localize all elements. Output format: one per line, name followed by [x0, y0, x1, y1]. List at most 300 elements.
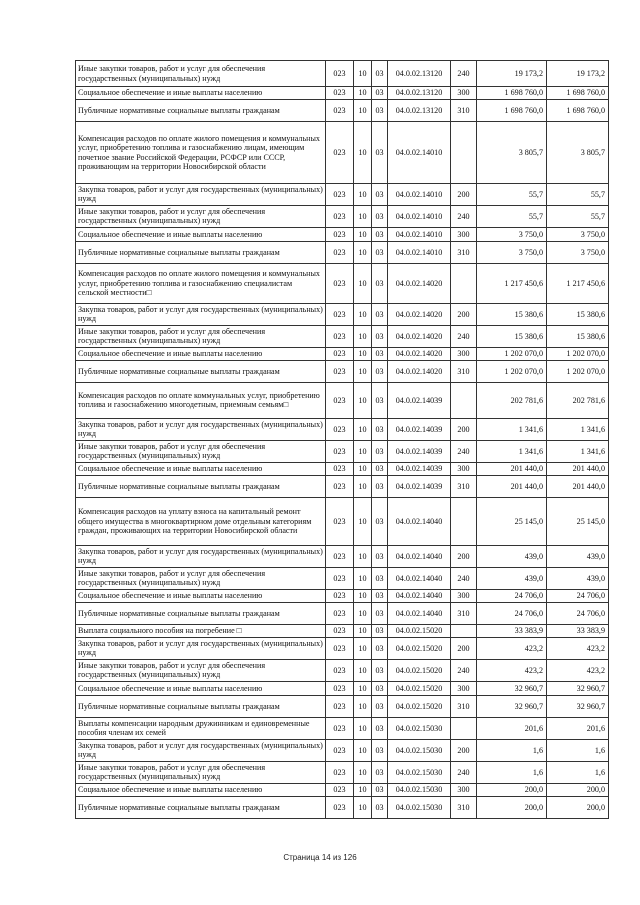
table-row	[76, 100, 609, 122]
row-subsection-code: 03	[372, 545, 388, 567]
row-name: Закупка товаров, работ и услуг для государственных (муниципальных) нужд	[76, 739, 326, 761]
row-subsection-code: 03	[372, 659, 388, 681]
row-section-code: 10	[354, 360, 372, 382]
row-grbs-code: 023	[326, 100, 354, 122]
row-section-code: 10	[354, 475, 372, 497]
row-expense-type-code: 240	[451, 761, 477, 783]
row-section-code: 10	[354, 100, 372, 122]
row-section-code: 10	[354, 61, 372, 87]
table-row	[76, 61, 609, 87]
row-amount-1: 15 380,6	[477, 303, 547, 325]
row-target-article-code: 04.0.02.15020	[388, 659, 451, 681]
row-target-article-code: 04.0.02.13120	[388, 100, 451, 122]
row-amount-2: 201,6	[547, 717, 609, 739]
row-grbs-code: 023	[326, 602, 354, 624]
row-grbs-code: 023	[326, 681, 354, 695]
row-amount-1: 439,0	[477, 567, 547, 589]
row-amount-2: 1 202 070,0	[547, 347, 609, 360]
row-target-article-code: 04.0.02.14010	[388, 122, 451, 184]
row-subsection-code: 03	[372, 783, 388, 796]
row-amount-1: 3 750,0	[477, 241, 547, 263]
table-row	[76, 475, 609, 497]
row-subsection-code: 03	[372, 589, 388, 602]
row-grbs-code: 023	[326, 227, 354, 241]
row-grbs-code: 023	[326, 624, 354, 637]
row-target-article-code: 04.0.02.14039	[388, 462, 451, 475]
row-expense-type-code: 200	[451, 184, 477, 206]
row-target-article-code: 04.0.02.14020	[388, 263, 451, 303]
row-subsection-code: 03	[372, 624, 388, 637]
row-amount-1: 439,0	[477, 545, 547, 567]
row-expense-type-code: 310	[451, 360, 477, 382]
row-expense-type-code: 300	[451, 87, 477, 100]
row-grbs-code: 023	[326, 303, 354, 325]
row-section-code: 10	[354, 347, 372, 360]
table-row	[76, 122, 609, 184]
row-name: Публичные нормативные социальные выплаты гражданам	[76, 796, 326, 818]
row-target-article-code: 04.0.02.15030	[388, 761, 451, 783]
row-section-code: 10	[354, 227, 372, 241]
row-expense-type-code: 200	[451, 545, 477, 567]
row-amount-1: 55,7	[477, 184, 547, 206]
row-grbs-code: 023	[326, 783, 354, 796]
row-amount-2: 201 440,0	[547, 462, 609, 475]
row-grbs-code: 023	[326, 87, 354, 100]
table-row	[76, 695, 609, 717]
row-amount-2: 1 202 070,0	[547, 360, 609, 382]
row-grbs-code: 023	[326, 739, 354, 761]
row-amount-2: 15 380,6	[547, 303, 609, 325]
row-subsection-code: 03	[372, 418, 388, 440]
row-name: Компенсация расходов по оплате жилого помещения и коммунальных услуг, приобретению топлива и газоснабжению лицам, имеющим почетное звание Российской Федерации, РСФСР или СССР, проживающим на территории Новосибирской области	[76, 122, 326, 184]
row-expense-type-code: 200	[451, 418, 477, 440]
row-grbs-code: 023	[326, 475, 354, 497]
row-section-code: 10	[354, 263, 372, 303]
row-expense-type-code: 240	[451, 440, 477, 462]
row-section-code: 10	[354, 637, 372, 659]
row-subsection-code: 03	[372, 205, 388, 227]
row-subsection-code: 03	[372, 100, 388, 122]
row-amount-1: 423,2	[477, 659, 547, 681]
row-section-code: 10	[354, 241, 372, 263]
row-subsection-code: 03	[372, 567, 388, 589]
row-amount-1: 3 750,0	[477, 227, 547, 241]
table-row	[76, 227, 609, 241]
row-amount-1: 19 173,2	[477, 61, 547, 87]
table-row	[76, 87, 609, 100]
row-grbs-code: 023	[326, 761, 354, 783]
row-expense-type-code: 240	[451, 567, 477, 589]
row-amount-1: 1 698 760,0	[477, 100, 547, 122]
page-number: Страница 14 из 126	[283, 853, 357, 862]
row-name: Публичные нормативные социальные выплаты гражданам	[76, 360, 326, 382]
row-subsection-code: 03	[372, 227, 388, 241]
row-expense-type-code: 300	[451, 227, 477, 241]
row-target-article-code: 04.0.02.14039	[388, 382, 451, 418]
row-section-code: 10	[354, 717, 372, 739]
row-target-article-code: 04.0.02.15020	[388, 637, 451, 659]
row-section-code: 10	[354, 184, 372, 206]
row-expense-type-code: 310	[451, 602, 477, 624]
row-amount-2: 1 341,6	[547, 440, 609, 462]
row-section-code: 10	[354, 122, 372, 184]
row-amount-1: 1 202 070,0	[477, 347, 547, 360]
row-target-article-code: 04.0.02.15030	[388, 717, 451, 739]
row-name: Социальное обеспечение и иные выплаты населению	[76, 227, 326, 241]
table-row	[76, 325, 609, 347]
row-section-code: 10	[354, 87, 372, 100]
row-expense-type-code: 310	[451, 695, 477, 717]
row-expense-type-code	[451, 497, 477, 545]
row-section-code: 10	[354, 739, 372, 761]
row-target-article-code: 04.0.02.14040	[388, 589, 451, 602]
row-expense-type-code: 310	[451, 796, 477, 818]
row-target-article-code: 04.0.02.14020	[388, 360, 451, 382]
row-subsection-code: 03	[372, 360, 388, 382]
row-name: Закупка товаров, работ и услуг для государственных (муниципальных) нужд	[76, 418, 326, 440]
row-amount-1: 1 202 070,0	[477, 360, 547, 382]
table-row	[76, 462, 609, 475]
row-amount-2: 24 706,0	[547, 589, 609, 602]
row-amount-1: 32 960,7	[477, 695, 547, 717]
row-section-code: 10	[354, 624, 372, 637]
row-expense-type-code	[451, 263, 477, 303]
row-section-code: 10	[354, 602, 372, 624]
row-subsection-code: 03	[372, 462, 388, 475]
table-row	[76, 440, 609, 462]
row-amount-2: 202 781,6	[547, 382, 609, 418]
row-grbs-code: 023	[326, 589, 354, 602]
table-row	[76, 263, 609, 303]
row-amount-2: 25 145,0	[547, 497, 609, 545]
row-amount-2: 439,0	[547, 567, 609, 589]
row-grbs-code: 023	[326, 717, 354, 739]
row-expense-type-code: 300	[451, 783, 477, 796]
row-name: Закупка товаров, работ и услуг для государственных (муниципальных) нужд	[76, 637, 326, 659]
row-amount-1: 200,0	[477, 783, 547, 796]
table-row	[76, 360, 609, 382]
row-subsection-code: 03	[372, 475, 388, 497]
row-grbs-code: 023	[326, 360, 354, 382]
row-amount-2: 423,2	[547, 659, 609, 681]
row-grbs-code: 023	[326, 497, 354, 545]
row-amount-1: 201 440,0	[477, 462, 547, 475]
row-name: Иные закупки товаров, работ и услуг для обеспечения государственных (муниципальных) нужд	[76, 61, 326, 87]
row-grbs-code: 023	[326, 122, 354, 184]
table-row	[76, 783, 609, 796]
row-target-article-code: 04.0.02.14020	[388, 303, 451, 325]
row-grbs-code: 023	[326, 637, 354, 659]
row-name: Выплаты компенсации народным дружинникам и единовременные пособия членам их семей	[76, 717, 326, 739]
table-row	[76, 241, 609, 263]
row-target-article-code: 04.0.02.14040	[388, 545, 451, 567]
row-target-article-code: 04.0.02.14010	[388, 205, 451, 227]
row-grbs-code: 023	[326, 263, 354, 303]
row-name: Закупка товаров, работ и услуг для государственных (муниципальных) нужд	[76, 303, 326, 325]
row-subsection-code: 03	[372, 739, 388, 761]
table-row	[76, 382, 609, 418]
row-expense-type-code: 200	[451, 303, 477, 325]
row-grbs-code: 023	[326, 418, 354, 440]
table-row	[76, 739, 609, 761]
row-subsection-code: 03	[372, 382, 388, 418]
row-expense-type-code: 240	[451, 659, 477, 681]
table-body	[76, 61, 609, 819]
row-grbs-code: 023	[326, 205, 354, 227]
row-target-article-code: 04.0.02.14039	[388, 440, 451, 462]
row-name: Социальное обеспечение и иные выплаты населению	[76, 87, 326, 100]
row-section-code: 10	[354, 325, 372, 347]
row-grbs-code: 023	[326, 347, 354, 360]
row-section-code: 10	[354, 545, 372, 567]
table-row	[76, 205, 609, 227]
table-row	[76, 681, 609, 695]
row-section-code: 10	[354, 497, 372, 545]
row-grbs-code: 023	[326, 184, 354, 206]
row-name: Публичные нормативные социальные выплаты гражданам	[76, 100, 326, 122]
row-subsection-code: 03	[372, 796, 388, 818]
row-section-code: 10	[354, 418, 372, 440]
row-name: Публичные нормативные социальные выплаты гражданам	[76, 602, 326, 624]
row-section-code: 10	[354, 567, 372, 589]
row-name: Выплата социального пособия на погребение □	[76, 624, 326, 637]
row-section-code: 10	[354, 382, 372, 418]
row-amount-2: 1 217 450,6	[547, 263, 609, 303]
row-amount-2: 3 750,0	[547, 227, 609, 241]
row-target-article-code: 04.0.02.15020	[388, 695, 451, 717]
row-section-code: 10	[354, 205, 372, 227]
row-section-code: 10	[354, 462, 372, 475]
row-section-code: 10	[354, 681, 372, 695]
row-amount-2: 24 706,0	[547, 602, 609, 624]
row-amount-1: 1,6	[477, 761, 547, 783]
row-target-article-code: 04.0.02.14020	[388, 325, 451, 347]
row-grbs-code: 023	[326, 695, 354, 717]
row-amount-2: 1,6	[547, 739, 609, 761]
row-name: Иные закупки товаров, работ и услуг для обеспечения государственных (муниципальных) нужд	[76, 205, 326, 227]
row-name: Компенсация расходов по оплате коммунальных услуг, приобретению топлива и газоснабжению многодетным, приемным семьям□	[76, 382, 326, 418]
row-name: Социальное обеспечение и иные выплаты населению	[76, 783, 326, 796]
row-amount-2: 439,0	[547, 545, 609, 567]
row-amount-2: 201 440,0	[547, 475, 609, 497]
row-amount-1: 1 217 450,6	[477, 263, 547, 303]
row-amount-2: 200,0	[547, 796, 609, 818]
row-amount-2: 32 960,7	[547, 681, 609, 695]
row-grbs-code: 023	[326, 440, 354, 462]
row-expense-type-code: 300	[451, 462, 477, 475]
row-amount-2: 3 805,7	[547, 122, 609, 184]
row-name: Социальное обеспечение и иные выплаты населению	[76, 462, 326, 475]
budget-table	[75, 60, 609, 819]
row-expense-type-code: 200	[451, 739, 477, 761]
row-grbs-code: 023	[326, 796, 354, 818]
row-section-code: 10	[354, 695, 372, 717]
table-row	[76, 567, 609, 589]
row-name: Публичные нормативные социальные выплаты гражданам	[76, 241, 326, 263]
row-name: Иные закупки товаров, работ и услуг для обеспечения государственных (муниципальных) нужд	[76, 440, 326, 462]
row-name: Закупка товаров, работ и услуг для государственных (муниципальных) нужд	[76, 545, 326, 567]
row-name: Иные закупки товаров, работ и услуг для обеспечения государственных (муниципальных) нужд	[76, 325, 326, 347]
row-expense-type-code: 300	[451, 347, 477, 360]
row-subsection-code: 03	[372, 681, 388, 695]
row-amount-1: 201,6	[477, 717, 547, 739]
row-amount-1: 1 341,6	[477, 418, 547, 440]
row-subsection-code: 03	[372, 122, 388, 184]
row-expense-type-code: 200	[451, 637, 477, 659]
table-row	[76, 303, 609, 325]
row-amount-2: 423,2	[547, 637, 609, 659]
row-expense-type-code: 300	[451, 681, 477, 695]
row-target-article-code: 04.0.02.14039	[388, 418, 451, 440]
row-name: Социальное обеспечение и иные выплаты населению	[76, 347, 326, 360]
table-row	[76, 717, 609, 739]
row-target-article-code: 04.0.02.14010	[388, 227, 451, 241]
row-amount-1: 1 698 760,0	[477, 87, 547, 100]
row-expense-type-code	[451, 382, 477, 418]
row-expense-type-code: 310	[451, 100, 477, 122]
row-expense-type-code	[451, 717, 477, 739]
table-row	[76, 796, 609, 818]
table-row	[76, 637, 609, 659]
row-section-code: 10	[354, 303, 372, 325]
row-amount-2: 33 383,9	[547, 624, 609, 637]
row-amount-2: 1 698 760,0	[547, 100, 609, 122]
row-subsection-code: 03	[372, 717, 388, 739]
row-amount-2: 19 173,2	[547, 61, 609, 87]
table-row	[76, 184, 609, 206]
row-target-article-code: 04.0.02.15020	[388, 681, 451, 695]
row-amount-1: 25 145,0	[477, 497, 547, 545]
table-row	[76, 418, 609, 440]
row-name: Социальное обеспечение и иные выплаты населению	[76, 681, 326, 695]
row-subsection-code: 03	[372, 61, 388, 87]
row-subsection-code: 03	[372, 761, 388, 783]
row-amount-2: 32 960,7	[547, 695, 609, 717]
row-amount-2: 200,0	[547, 783, 609, 796]
row-expense-type-code: 240	[451, 325, 477, 347]
row-amount-1: 24 706,0	[477, 602, 547, 624]
row-amount-1: 24 706,0	[477, 589, 547, 602]
table-row	[76, 497, 609, 545]
row-amount-2: 55,7	[547, 184, 609, 206]
row-expense-type-code	[451, 122, 477, 184]
row-grbs-code: 023	[326, 545, 354, 567]
row-subsection-code: 03	[372, 263, 388, 303]
row-section-code: 10	[354, 783, 372, 796]
row-section-code: 10	[354, 440, 372, 462]
row-name: Социальное обеспечение и иные выплаты населению	[76, 589, 326, 602]
row-target-article-code: 04.0.02.14020	[388, 347, 451, 360]
table-row	[76, 589, 609, 602]
row-amount-1: 200,0	[477, 796, 547, 818]
row-amount-1: 15 380,6	[477, 325, 547, 347]
row-name: Публичные нормативные социальные выплаты гражданам	[76, 695, 326, 717]
row-expense-type-code: 300	[451, 589, 477, 602]
row-target-article-code: 04.0.02.13120	[388, 61, 451, 87]
row-target-article-code: 04.0.02.14039	[388, 475, 451, 497]
row-grbs-code: 023	[326, 241, 354, 263]
row-name: Иные закупки товаров, работ и услуг для обеспечения государственных (муниципальных) нужд	[76, 659, 326, 681]
row-amount-1: 1,6	[477, 739, 547, 761]
table-row	[76, 659, 609, 681]
table-row	[76, 545, 609, 567]
row-amount-2: 1 341,6	[547, 418, 609, 440]
table-row	[76, 602, 609, 624]
row-subsection-code: 03	[372, 347, 388, 360]
row-subsection-code: 03	[372, 602, 388, 624]
row-grbs-code: 023	[326, 382, 354, 418]
table-row	[76, 347, 609, 360]
row-target-article-code: 04.0.02.14040	[388, 567, 451, 589]
row-name: Иные закупки товаров, работ и услуг для обеспечения государственных (муниципальных) нужд	[76, 761, 326, 783]
row-grbs-code: 023	[326, 325, 354, 347]
row-amount-2: 1 698 760,0	[547, 87, 609, 100]
row-subsection-code: 03	[372, 241, 388, 263]
row-expense-type-code: 240	[451, 205, 477, 227]
row-subsection-code: 03	[372, 440, 388, 462]
row-subsection-code: 03	[372, 497, 388, 545]
row-subsection-code: 03	[372, 695, 388, 717]
row-expense-type-code: 310	[451, 475, 477, 497]
row-subsection-code: 03	[372, 87, 388, 100]
row-section-code: 10	[354, 589, 372, 602]
row-subsection-code: 03	[372, 184, 388, 206]
row-target-article-code: 04.0.02.14040	[388, 602, 451, 624]
row-amount-1: 3 805,7	[477, 122, 547, 184]
row-target-article-code: 04.0.02.15030	[388, 739, 451, 761]
row-amount-1: 423,2	[477, 637, 547, 659]
row-amount-2: 15 380,6	[547, 325, 609, 347]
row-name: Компенсация расходов на уплату взноса на капитальный ремонт общего имущества в многоквартирном доме отдельным категориям граждан, проживающих на территории Новосибирской области	[76, 497, 326, 545]
row-target-article-code: 04.0.02.15030	[388, 796, 451, 818]
row-name: Закупка товаров, работ и услуг для государственных (муниципальных) нужд	[76, 184, 326, 206]
row-name: Иные закупки товаров, работ и услуг для обеспечения государственных (муниципальных) нужд	[76, 567, 326, 589]
row-amount-1: 55,7	[477, 205, 547, 227]
row-section-code: 10	[354, 796, 372, 818]
row-amount-1: 1 341,6	[477, 440, 547, 462]
row-name: Публичные нормативные социальные выплаты гражданам	[76, 475, 326, 497]
table-row	[76, 624, 609, 637]
row-subsection-code: 03	[372, 325, 388, 347]
row-expense-type-code: 240	[451, 61, 477, 87]
row-amount-1: 33 383,9	[477, 624, 547, 637]
row-amount-2: 55,7	[547, 205, 609, 227]
row-grbs-code: 023	[326, 567, 354, 589]
row-target-article-code: 04.0.02.14040	[388, 497, 451, 545]
row-amount-2: 3 750,0	[547, 241, 609, 263]
row-section-code: 10	[354, 659, 372, 681]
row-name: Компенсация расходов по оплате жилого помещения и коммунальных услуг, приобретению топлива и газоснабжению специалистам сельской местности□	[76, 263, 326, 303]
row-subsection-code: 03	[372, 637, 388, 659]
row-target-article-code: 04.0.02.14010	[388, 241, 451, 263]
row-subsection-code: 03	[372, 303, 388, 325]
table-row	[76, 761, 609, 783]
row-amount-1: 202 781,6	[477, 382, 547, 418]
row-grbs-code: 023	[326, 462, 354, 475]
row-grbs-code: 023	[326, 61, 354, 87]
row-expense-type-code	[451, 624, 477, 637]
row-target-article-code: 04.0.02.15020	[388, 624, 451, 637]
row-grbs-code: 023	[326, 659, 354, 681]
row-target-article-code: 04.0.02.13120	[388, 87, 451, 100]
row-target-article-code: 04.0.02.14010	[388, 184, 451, 206]
row-expense-type-code: 310	[451, 241, 477, 263]
row-amount-1: 32 960,7	[477, 681, 547, 695]
row-amount-1: 201 440,0	[477, 475, 547, 497]
row-target-article-code: 04.0.02.15030	[388, 783, 451, 796]
row-section-code: 10	[354, 761, 372, 783]
row-amount-2: 1,6	[547, 761, 609, 783]
